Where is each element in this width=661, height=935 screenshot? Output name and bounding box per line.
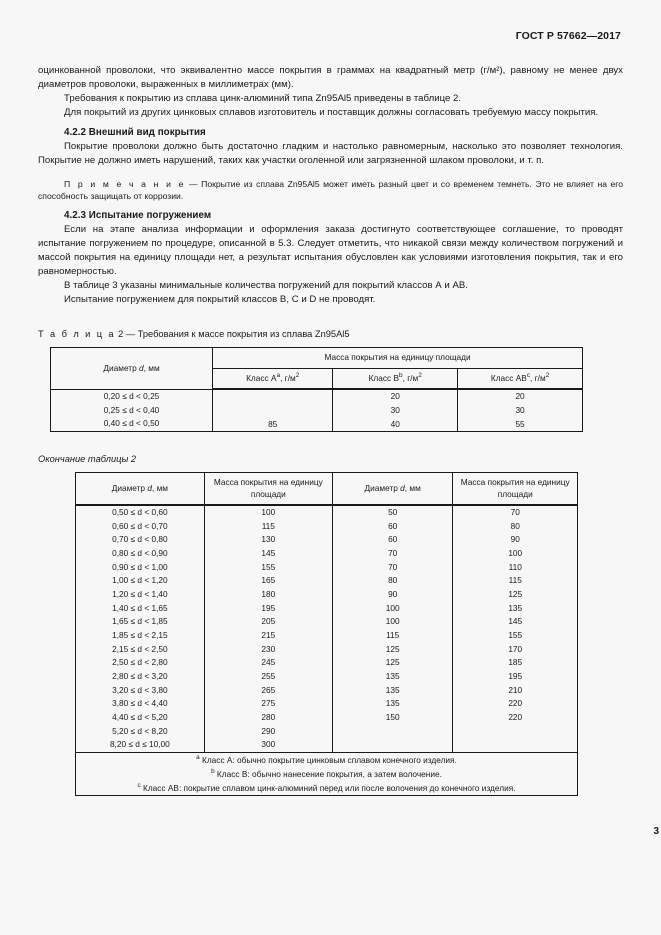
table2-continuation	[75, 472, 578, 796]
table2-cont-diameter-left-7: 1,40 ≤ d < 1,65	[112, 602, 168, 613]
table2-cont-diameter-left-13: 3,20 ≤ d < 3,80	[112, 684, 168, 695]
table2-caption-rest: 2 — Требования к массе покрытия из сплава Zn95Al5	[115, 329, 350, 340]
table2-cont-mass-left-9: 215	[261, 630, 276, 640]
table2-cont-footnote-row	[76, 752, 578, 795]
table2-cont-diameter-left-11: 2,50 ≤ d < 2,80	[112, 657, 168, 668]
paragraph-appearance-text: Покрытие проволоки должно быть достаточно гладким и настолько равномерным, насколько это позволяет технология. Покрытие не должно иметь нарушений, таких как участки оголенной или загрязненной шлаком проволоки, и т. п.	[38, 141, 623, 167]
note-label: П р и м е ч а н и е	[64, 178, 186, 189]
table2-cont-mass-left-5: 165	[261, 575, 276, 586]
table2-cont-header-row	[76, 473, 578, 506]
table2-cont-mass-right-3: 100	[508, 548, 523, 559]
table2-cont-diameter-right-9: 115	[386, 630, 400, 640]
table2-cont-diameter-right-8: 100	[385, 616, 400, 627]
table2-class-ab-1: 30	[515, 404, 525, 415]
table2-cont-mass-right-15: 220	[508, 711, 523, 722]
table2-cont-diameter-left-2: 0,70 ≤ d < 0,80	[112, 534, 168, 545]
table2-cont-diameter-right-14: 135	[385, 698, 400, 709]
table2-cont-mass-left-3: 145	[261, 548, 276, 559]
paragraph-table3-ref	[38, 279, 623, 293]
table2-cont-mass-right-17	[453, 738, 577, 752]
table2-cont-diameter-right-16	[333, 725, 453, 739]
table2-cont-diameter-right-11: 125	[385, 657, 400, 668]
paragraph-zn95al5-requirements-text: Требования к покрытию из сплава цинк-алюминий типа Zn95Al5 приведены в таблице 2.	[64, 93, 462, 105]
table2-cont-diameter-right-12: 135	[385, 670, 400, 681]
table2-cont-mass-left-8: 205	[261, 616, 276, 627]
table2-cont-diameter-left-17: 8,20 ≤ d ≤ 10,00	[109, 739, 170, 750]
table2-cont-mass-right-5: 115	[508, 575, 522, 586]
table2-cont-mass-left-11: 245	[261, 657, 276, 668]
table2-cont-diameter-left-1: 0,60 ≤ d < 0,70	[112, 520, 168, 531]
table2-cont-mass-right-8: 145	[508, 616, 523, 627]
table2-cont-mass-right-0: 70	[510, 507, 520, 518]
table2-cont-footnote-marker-2: c	[137, 782, 141, 790]
note-zn95al5-color	[38, 178, 623, 203]
document-standard-header: ГОСТ Р 57662—2017	[515, 30, 621, 42]
table2-diameter-0	[51, 390, 212, 404]
table2-cont-mass-left-0: 100	[261, 507, 276, 518]
table2-cont-diameter-left-9: 1,85 ≤ d < 2,15	[112, 630, 168, 640]
table2-cont-diameter-left-6: 1,20 ≤ d < 1,40	[112, 589, 168, 600]
table2-cont-diameter-right-7: 100	[385, 602, 400, 613]
table2-cont-mass-right-9: 155	[508, 630, 523, 640]
table2-cont-diameter-right-3: 70	[388, 548, 398, 559]
table2-col-class-b: Класс $В^b$, $г/м^2$	[333, 368, 458, 389]
table2-col-group-mass: Масса покрытия на единицу площади	[213, 348, 583, 369]
table2-cont-mass-right-1: 80	[510, 520, 520, 531]
table2-cont-diameter-right-10: 125	[385, 643, 400, 654]
table2-class-ab-2: 55	[515, 418, 525, 429]
paragraph-zn95al5-requirements	[38, 92, 623, 106]
table2-cont-mass-right-16	[453, 725, 577, 739]
table2-cont-diameter-right-0: 50	[388, 507, 398, 518]
table2-col-diameter: Диаметр d, мм	[51, 348, 213, 390]
table2-class-b-cell	[333, 389, 458, 431]
paragraph-dip-test	[38, 223, 623, 279]
table2-diameter-2	[51, 417, 212, 431]
table2-cont-diameter-right-13: 135	[385, 684, 400, 695]
table2-cont-body-row	[76, 505, 578, 752]
note-text: — Покрытие из сплава Zn95Al5 может иметь разный цвет и со временем темнеть. Это не влияет на его способность защищать от коррозии.	[38, 178, 623, 202]
table2-cont-footnote-text-1: Класс В: обычно нанесение покрытия, а затем волочение.	[214, 768, 442, 779]
page-content	[38, 30, 623, 905]
paragraph-classes-bcd	[38, 293, 623, 307]
table2-diameters-cell	[51, 389, 213, 431]
paragraph-coating-mass-text: оцинкованной проволоки, что эквивалентно массе покрытия в граммах на квадратный метр (г/м²), равному не менее двух диаметров проволоки, выраженных в миллиметрах (мм).	[38, 65, 623, 91]
table2-cont-footnote-1	[76, 767, 577, 781]
table2-cont-diameter-left-8: 1,65 ≤ d < 1,85	[112, 616, 168, 627]
table2-cont-diameter-left-4: 0,90 ≤ d < 1,00	[112, 561, 168, 572]
table2-cont-mass-right-6: 125	[508, 589, 523, 600]
table2-cont-diameters-right-cell	[332, 505, 453, 752]
table2-wrapper	[50, 347, 623, 432]
table2-cont-mass-right-cell	[453, 505, 578, 752]
table2-cont-mass-left-15: 280	[261, 711, 276, 722]
table2-cont-col-diameter-2: Диаметр d, мм	[332, 473, 453, 506]
table2-cont-diameters-left-cell	[76, 505, 205, 752]
table2-cont-col-mass-2: Масса покрытия на единицу площади	[453, 473, 578, 506]
table2-cont-mass-left-14: 275	[261, 698, 276, 709]
table2-cont-mass-left-cell	[204, 505, 332, 752]
table2-class-a-1	[213, 404, 332, 418]
table2-cont-caption: Окончание таблицы 2	[38, 454, 137, 465]
table2-cont-wrapper	[75, 472, 623, 796]
paragraph-dip-test-text: Если на этапе анализа информации и оформления заказа достигнуто соответствующее соглашение, то проводят испытание погружением по процедуре, описанной в 5.3. Следует отметить, что никакой связи между количеством погружений и массой покрытия на единицу площади нет, а результат испытания обусловлен как условиями изготовления покрытия, так и его равномерностью.	[38, 223, 623, 278]
table2-col-class-ab: Класс $АВ^c$, $г/м^2$	[458, 368, 583, 389]
table2-cont-mass-left-4: 155	[261, 561, 276, 572]
heading-4-2-2: 4.2.2 Внешний вид покрытия	[64, 127, 206, 139]
table2-cont-mass-right-13: 210	[508, 684, 523, 695]
paragraph-table3-ref-text: В таблице 3 указаны минимальные количества погружений для покрытий классов А и АВ.	[64, 280, 468, 292]
table2-class-b-2: 40	[390, 418, 400, 429]
paragraph-classes-bcd-text: Испытание погружением для покрытий классов В, С и D не проводят.	[64, 294, 376, 306]
table2-cont-mass-left-17: 300	[261, 739, 276, 750]
table2-diameter-1	[51, 404, 212, 418]
table2-cont-mass-right-10: 170	[508, 643, 523, 654]
table2-cont-diameter-right-1: 60	[388, 520, 398, 531]
table2-cont-mass-left-1: 115	[261, 520, 275, 531]
table2-cont-diameter-left-16: 5,20 ≤ d < 8,20	[112, 725, 168, 736]
table2-cont-mass-right-2: 90	[510, 534, 520, 545]
table2-diameter-2-text: 0,40 ≤ d < 0,50	[103, 418, 160, 429]
page-number: 3	[653, 826, 659, 837]
paragraph-coating-mass	[38, 64, 623, 92]
table2-cont-mass-right-7: 135	[508, 602, 523, 613]
table2-class-a-2: 85	[268, 418, 278, 429]
table2-cont-mass-left-10: 230	[261, 643, 276, 654]
table2-col-class-a: Класс $А^a$, $г/м^2$	[213, 368, 333, 389]
table2-cont-diameter-left-12: 2,80 ≤ d < 3,20	[112, 670, 168, 681]
table2	[50, 347, 583, 432]
table2-cont-diameter-right-6: 90	[388, 589, 398, 600]
heading-4-2-3: 4.2.3 Испытание погружением	[64, 209, 212, 221]
table2-cont-diameter-right-5: 80	[388, 575, 398, 586]
table2-class-b-1: 30	[390, 404, 400, 415]
table2-caption-word: Т а б л и ц а	[38, 329, 116, 340]
table2-body-row	[51, 389, 583, 431]
table2-cont-diameter-left-10: 2,15 ≤ d < 2,50	[112, 643, 168, 654]
paragraph-other-alloys	[38, 106, 623, 120]
table2-cont-col-diameter-1: Диаметр d, мм	[76, 473, 205, 506]
table2-caption	[38, 329, 623, 339]
table2-cont-col-mass-1: Масса покрытия на единицу площади	[204, 473, 332, 506]
table2-cont-diameter-left-5: 1,00 ≤ d < 1,20	[112, 575, 168, 586]
table2-cont-diameter-right-4: 70	[388, 561, 398, 572]
paragraph-appearance	[38, 140, 623, 168]
table2-cont-diameter-left-0: 0,50 ≤ d < 0,60	[112, 507, 168, 518]
table2-cont-footnote-marker-1: b	[211, 768, 215, 776]
table2-class-a-0	[213, 390, 332, 404]
table2-cont-footnote-marker-0: a	[196, 754, 200, 762]
table2-cont-footnote-text-2: Класс АВ: покрытие сплавом цинк-алюминий перед или после волочения до конечного изделия.	[140, 782, 516, 793]
table2-cont-mass-left-16: 290	[261, 725, 276, 736]
table2-cont-mass-right-14: 220	[508, 698, 523, 709]
table2-class-ab-cell	[458, 389, 583, 431]
table2-class-ab-0: 20	[515, 391, 525, 402]
table2-class-b-0: 20	[390, 391, 400, 402]
table2-diameter-0-text: 0,20 ≤ d < 0,25	[103, 391, 160, 402]
paragraph-other-alloys-text: Для покрытий из других цинковых сплавов изготовитель и поставщик должны согласовать требуемую массу покрытия.	[64, 107, 599, 119]
table2-cont-mass-left-2: 130	[261, 534, 276, 545]
table2-cont-diameter-right-17	[333, 738, 453, 752]
table2-cont-diameter-right-15: 150	[385, 711, 400, 722]
table2-cont-mass-left-12: 255	[261, 670, 276, 681]
table2-cont-mass-left-7: 195	[261, 602, 276, 613]
table2-cont-mass-right-11: 185	[508, 657, 523, 668]
table2-cont-diameter-left-3: 0,80 ≤ d < 0,90	[112, 548, 168, 559]
table2-cont-diameter-right-2: 60	[388, 534, 398, 545]
table2-cont-mass-left-13: 265	[261, 684, 276, 695]
table2-diameter-1-text: 0,25 ≤ d < 0,40	[103, 404, 160, 415]
table2-cont-footnotes-cell	[76, 752, 578, 795]
table2-class-a-cell	[213, 389, 333, 431]
table2-cont-mass-right-12: 195	[508, 670, 523, 681]
table2-cont-footnote-0	[76, 753, 577, 767]
table2-cont-diameter-left-14: 3,80 ≤ d < 4,40	[112, 698, 168, 709]
table2-cont-diameter-left-15: 4,40 ≤ d < 5,20	[112, 711, 168, 722]
table2-header-row-1	[51, 348, 583, 369]
table2-cont-footnote-text-0: Класс А: обычно покрытие цинковым сплавом конечного изделия.	[199, 754, 457, 765]
table2-cont-mass-left-6: 180	[261, 589, 276, 600]
table2-cont-mass-right-4: 110	[508, 561, 522, 572]
table2-cont-footnote-2	[76, 781, 577, 795]
